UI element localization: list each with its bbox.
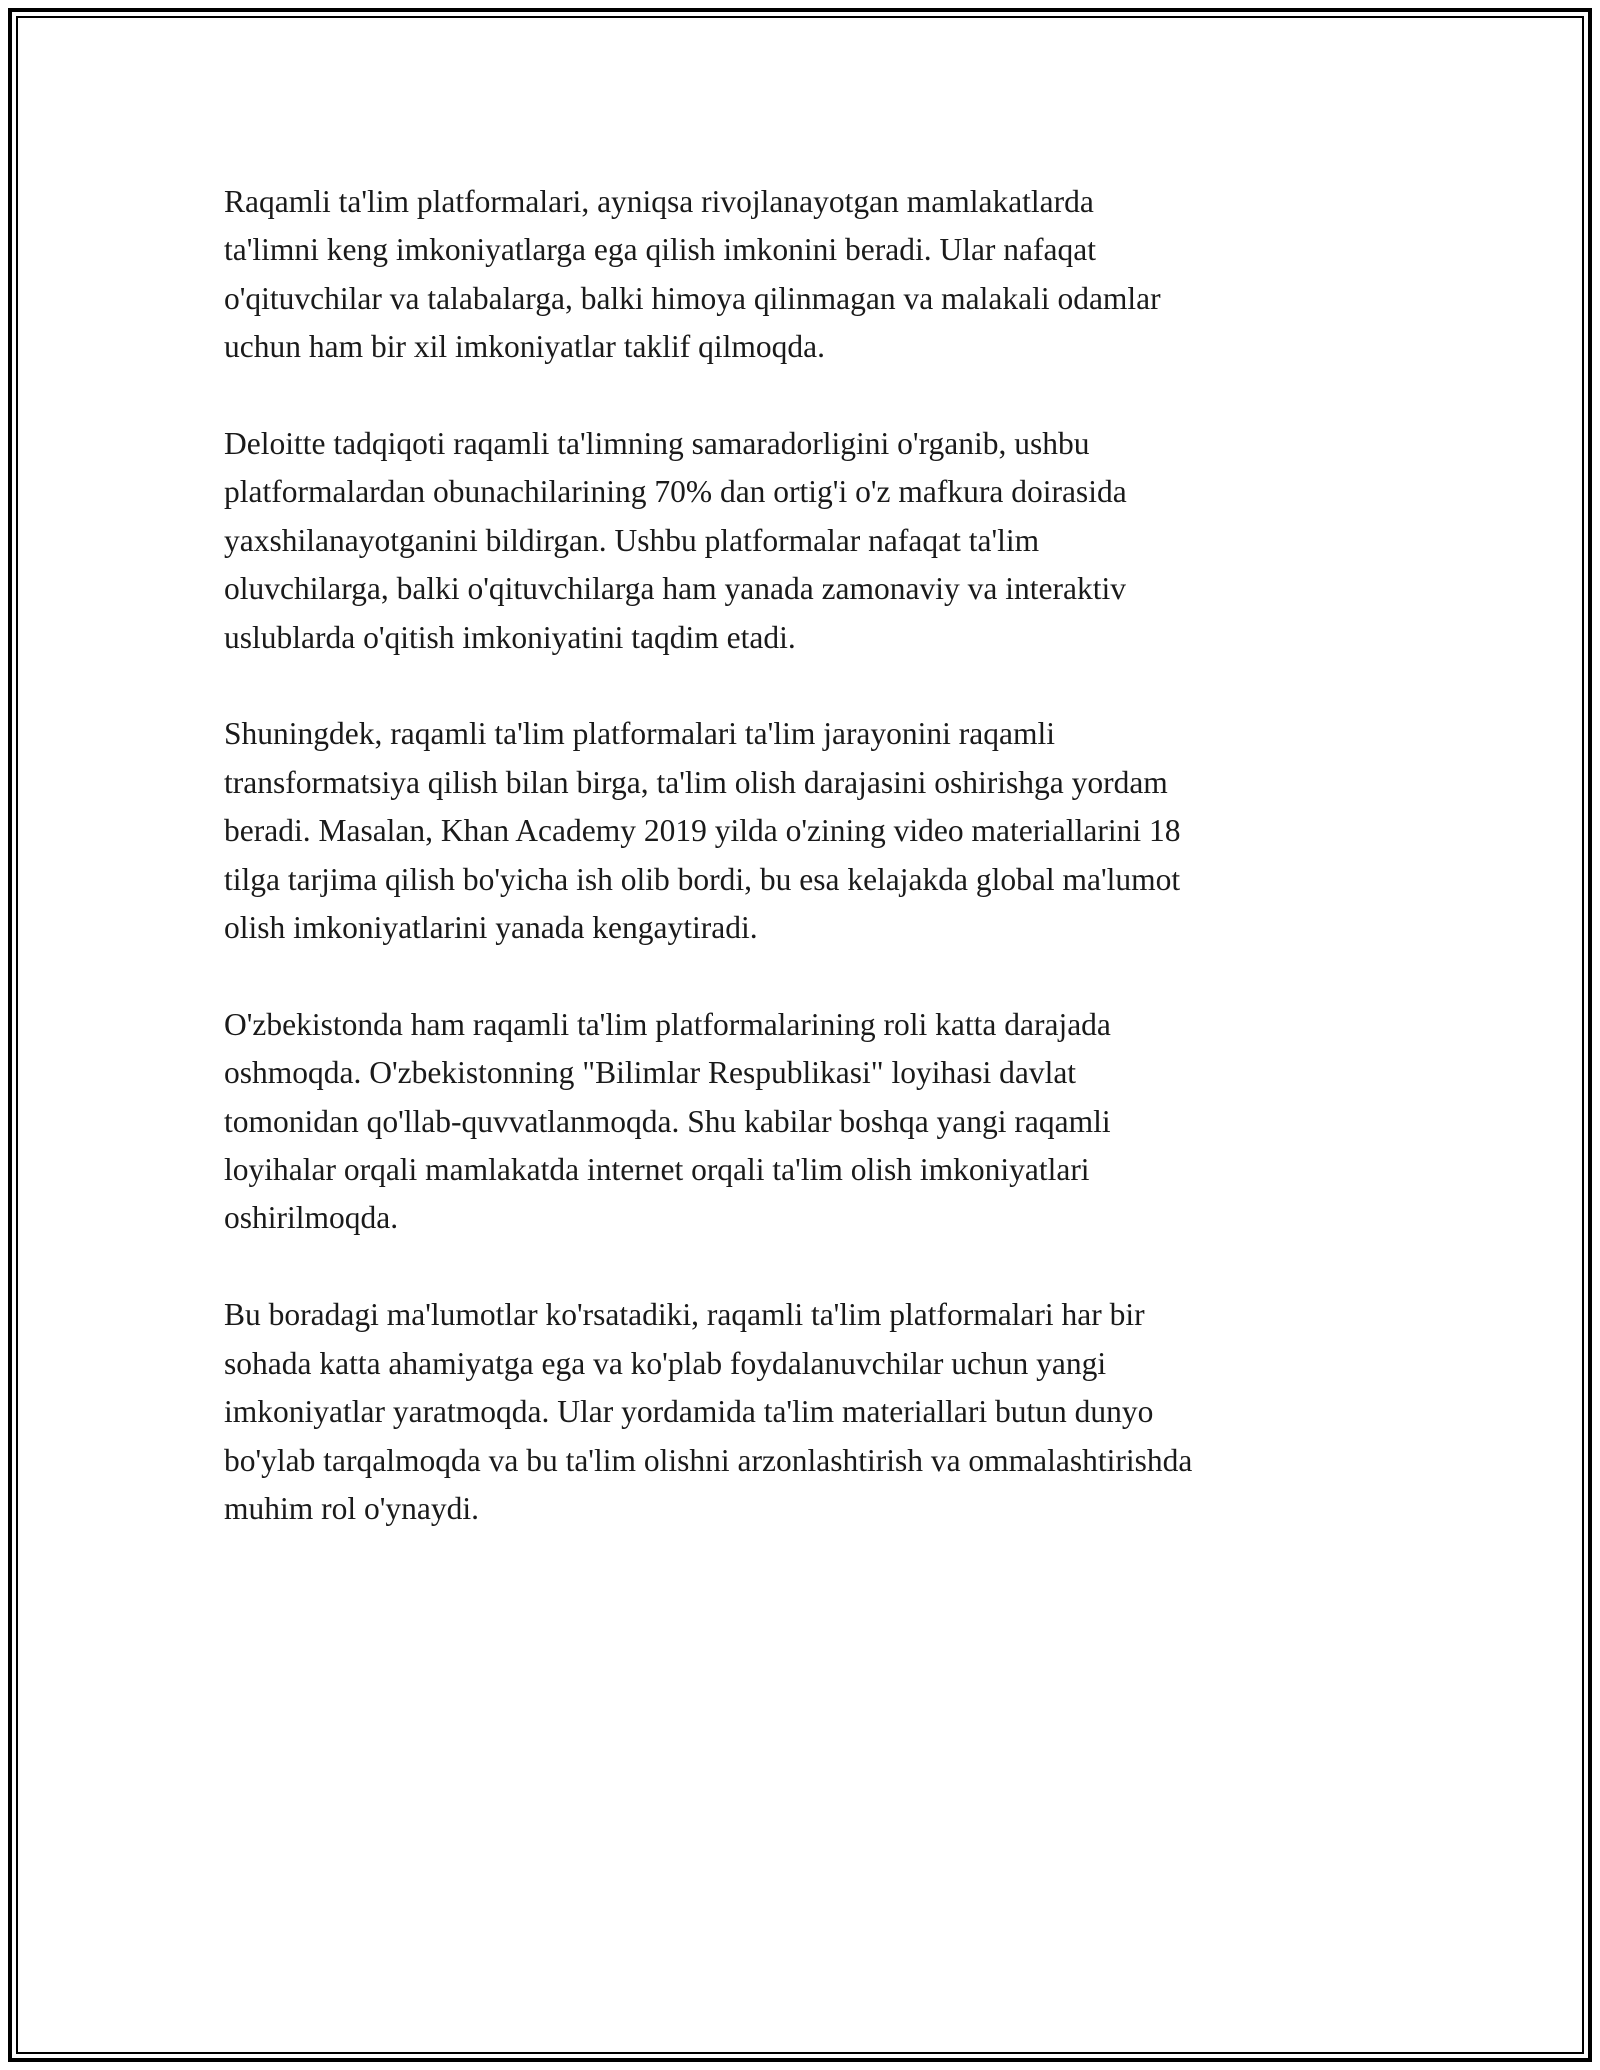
text-line: uchun ham bir xil imkoniyatlar taklif qilmoqda. — [224, 329, 826, 365]
text-line: imkoniyatlar yaratmoqda. Ular yordamida ta'lim materiallari butun dunyo — [224, 1394, 1154, 1430]
paragraph-1 — [224, 178, 1404, 372]
text-line: tilga tarjima qilish bo'yicha ish olib bordi, bu esa kelajakda global ma'lumot — [224, 861, 1181, 897]
text-line: oshirilmoqda. — [224, 1200, 399, 1236]
text-line: transformatsiya qilish bilan birga, ta'lim olish darajasini oshirishga yordam — [224, 764, 1168, 800]
text-line: yaxshilanayotganini bildirgan. Ushbu platformalar nafaqat ta'lim — [224, 522, 1040, 558]
text-line: uslublarda o'qitish imkoniyatini taqdim etadi. — [224, 619, 796, 655]
paragraph-2 — [224, 420, 1404, 662]
paragraph-5 — [224, 1291, 1404, 1533]
text-line: Bu boradagi ma'lumotlar ko'rsatadiki, raqamli ta'lim platformalari har bir — [224, 1297, 1145, 1333]
text-line: tomonidan qo'llab-quvvatlanmoqda. Shu kabilar boshqa yangi raqamli — [224, 1103, 1111, 1139]
paragraph-3 — [224, 710, 1404, 952]
text-line: o'qituvchilar va talabalarga, balki himoya qilinmagan va malakali odamlar — [224, 280, 1161, 316]
paragraph-4 — [224, 1001, 1404, 1243]
text-line: muhim rol o'ynaydi. — [224, 1490, 480, 1526]
text-line: bo'ylab tarqalmoqda va bu ta'lim olishni arzonlashtirish va ommalashtirishda — [224, 1442, 1193, 1478]
text-line: Deloitte tadqiqoti raqamli ta'limning samaradorligini o'rganib, ushbu — [224, 426, 1090, 462]
text-line: O'zbekistonda ham raqamli ta'lim platformalarining roli katta darajada — [224, 1006, 1111, 1042]
text-line: platformalardan obunachilarining 70% dan ortig'i o'z mafkura doirasida — [224, 474, 1127, 510]
text-line: ta'limni keng imkoniyatlarga ega qilish imkonini beradi. Ular nafaqat — [224, 232, 1096, 268]
text-line: oluvchilarga, balki o'qituvchilarga ham yanada zamonaviy va interaktiv — [224, 571, 1126, 607]
text-line: Raqamli ta'lim platformalari, ayniqsa rivojlanayotgan mamlakatlarda — [224, 184, 1094, 219]
text-line: olish imkoniyatlarini yanada kengaytiradi. — [224, 910, 758, 946]
text-line: oshmoqda. O'zbekistonning "Bilimlar Respublikasi" loyihasi davlat — [224, 1055, 1077, 1091]
text-line: sohada katta ahamiyatga ega va ko'plab foydalanuvchilar uchun yangi — [224, 1345, 1107, 1381]
text-line: Shuningdek, raqamli ta'lim platformalari ta'lim jarayonini raqamli — [224, 716, 1055, 752]
document-body — [224, 178, 1404, 1582]
text-line: loyihalar orqali mamlakatda internet orqali ta'lim olish imkoniyatlari — [224, 1152, 1090, 1188]
text-line: beradi. Masalan, Khan Academy 2019 yilda o'zining video materiallarini 18 — [224, 813, 1181, 849]
